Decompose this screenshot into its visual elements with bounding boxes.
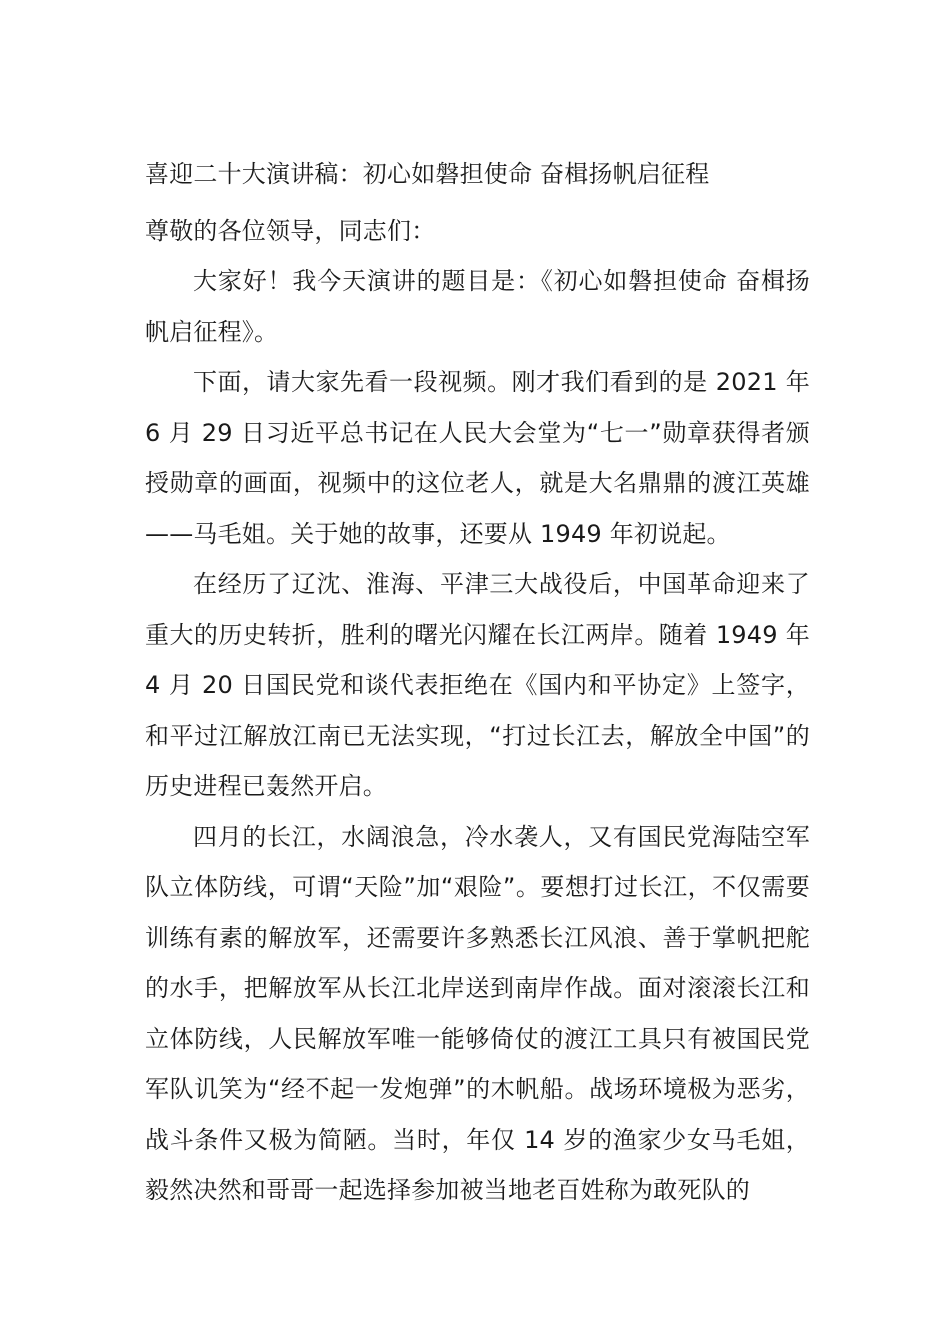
- salutation: 尊敬的各位领导，同志们：: [145, 217, 436, 245]
- paragraph-2: 下面，请大家先看一段视频。刚才我们看到的是 2021 年 6 月 29 日习近平总书记在人民大会堂为“七一”勋章获得者颁授勋章的画面，视频中的这位老人，就是大名鼎鼎的渡江英雄——马毛姐。关于她的故事，还要从 1949 年初说起。: [145, 368, 810, 548]
- paragraph-1: 大家好！我今天演讲的题目是：《初心如磐担使命 奋楫扬帆启征程》。: [145, 267, 810, 346]
- document-body: [145, 152, 810, 1216]
- paragraph-3: 在经历了辽沈、淮海、平津三大战役后，中国革命迎来了重大的历史转折，胜利的曙光闪耀在长江两岸。随着 1949 年 4 月 20 日国民党和谈代表拒绝在《国内和平协定》上签字，和平过江解放江南已无法实现，“打过长江去，解放全中国”的历史进程已轰然开启。: [145, 570, 810, 800]
- document-title: 喜迎二十大演讲稿：初心如磐担使命 奋楫扬帆启征程: [145, 160, 710, 188]
- paragraph-4: 四月的长江，水阔浪急，冷水袭人，又有国民党海陆空军队立体防线，可谓“天险”加“艰险”。要想打过长江，不仅需要训练有素的解放军，还需要许多熟悉长江风浪、善于掌帆把舵的水手，把解放军从长江北岸送到南岸作战。面对滚滚长江和立体防线，人民解放军唯一能够倚仗的渡江工具只有被国民党军队讥笑为“经不起一发炮弹”的木帆船。战场环境极为恶劣，战斗条件又极为简陋。当时，年仅 14 岁的渔家少女马毛姐，毅然决然和哥哥一起选择参加被当地老百姓称为敢死队的: [145, 822, 810, 1204]
